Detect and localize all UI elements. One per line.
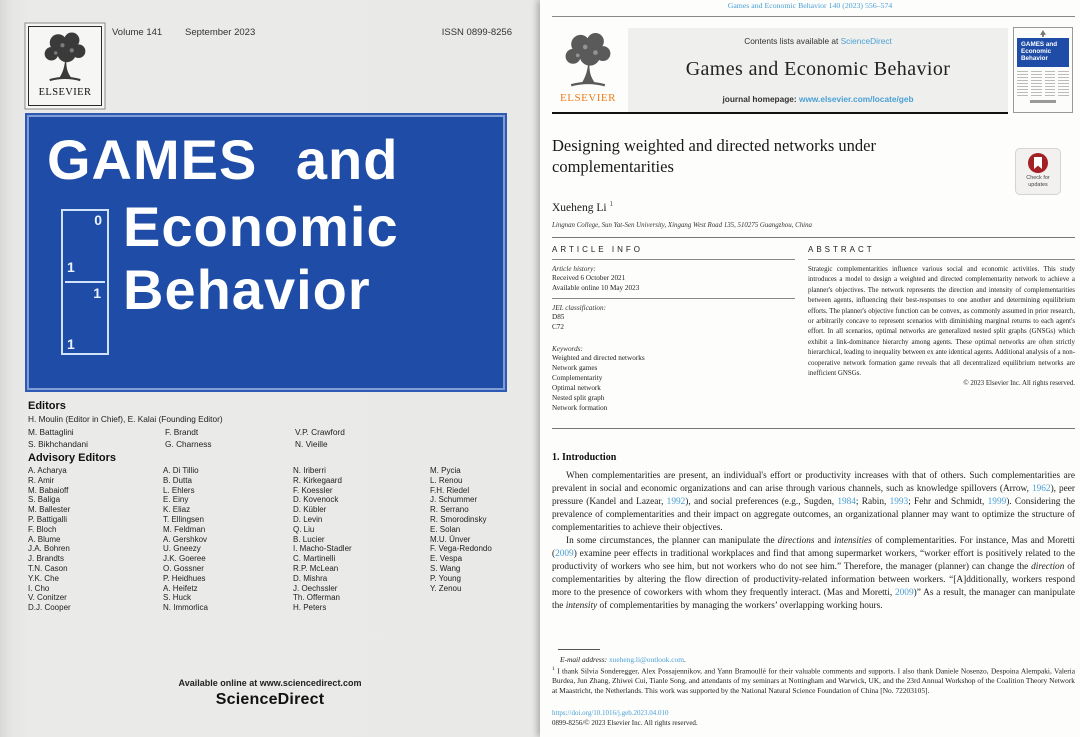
matrix-value: 1 [93,285,101,301]
running-head-citation[interactable]: Games and Economic Behavior 140 (2023) 556–574 [727,1,893,10]
elsevier-logo [28,26,102,106]
list-item: G. Charness [165,438,212,449]
journal-homepage-line [628,94,1008,104]
advisory-editors-heading: Advisory Editors [28,452,117,464]
list-item: N. Iriberri [293,466,326,475]
badge-label: Check for updates [1026,175,1050,188]
author-footnote-marker[interactable]: 1 [609,200,613,208]
homepage-url-link[interactable]: www.elsevier.com/locate/geb [799,94,914,104]
text-segment: directions [777,536,815,546]
list-item: M. Ballester [28,505,71,515]
list-item: F. Brandt [165,427,199,437]
list-item: R. Serrano [430,505,469,515]
author-name [552,200,613,214]
matrix-divider [65,281,105,283]
text-segment: )” As a result, the manager can manipulate the [552,588,1076,611]
text-segment: intensity [565,601,598,611]
homepage-label: journal homepage: [722,94,799,104]
list-item: R. Smorodinsky [430,514,487,524]
journal-title-line3: Behavior [123,258,371,321]
text-segment: E-mail address: [560,655,609,664]
list-item: K. Eliaz [163,505,191,515]
payoff-matrix-diagram [61,209,109,355]
list-item: J. Brandts [28,554,65,564]
divider-rule [552,428,1075,429]
list-item: Q. Liu [293,524,315,534]
list-item: A. Di Tillio [163,466,199,475]
footnote-marker: 1 [552,666,555,672]
list-item: Weighted and directed networks [552,354,645,362]
text-segment: ), peer pressure (Kandel and Lazear, [552,484,1075,507]
list-item: P. Battigalli [28,514,67,524]
inline-link[interactable]: 1962 [1031,484,1051,494]
doi-link[interactable]: https://doi.org/10.1016/j.geb.2023.04.010 [552,709,669,717]
thumb-text-column [1017,71,1028,97]
editors-column-3 [295,427,345,450]
list-item: M. Babaioff [28,485,69,495]
list-item: D. Kübler [293,505,327,515]
intro-paragraph-2 [552,535,1075,613]
abstract-copyright: © 2023 Elsevier Inc. All rights reserved. [963,380,1075,388]
thumb-title-line: Behavior [1021,55,1048,63]
list-item: Nested split graph [552,394,605,402]
list-item: L. Renou [430,475,463,485]
list-item: E. Vespa [430,554,463,564]
sciencedirect-link[interactable]: ScienceDirect [840,36,892,46]
available-online-text: Available online at www.sciencedirect.com [178,678,362,688]
advisory-column-3 [293,466,352,613]
list-item: J.A. Bohren [28,544,70,554]
footnote-rule [558,649,600,650]
thumb-footer-mark [1030,100,1056,103]
list-item: E. Einy [163,495,189,505]
list-item: C72 [552,323,564,331]
inline-link[interactable]: 2009 [555,549,574,559]
elsevier-tree-icon [39,30,91,86]
article-first-page [540,0,1080,737]
list-item: F. Koessler [293,485,333,495]
text-segment: of complementarities by managing the workers’ overlapping working hours. [597,601,883,611]
thumb-text-column [1031,71,1042,97]
journal-title-line2: Economic [123,195,399,258]
list-item: Network formation [552,404,608,412]
inline-link[interactable]: 1993 [889,497,909,507]
sciencedirect-logo: ScienceDirect [215,691,325,708]
list-item: I. Cho [28,583,50,593]
footnote-text: I thank Silvia Sonderegger, Alex Possajennikov, and Yann Bramoullé for their valuable comments and supports. I also thank Daniele Nosenzo, Despoina Alempaki, Valeria Burdea, Jun Zhang, Zhiwei Cui, Tianle Song, and attendants of my seminars at Nottingham and Warwick, UK, and the 23rd Annual Workshop of the Coalition Theory Network at Maastricht, the Netherlands. This work was supported by the National Natural Science Foundation of China [No. 72203105]. [552,666,1075,695]
thumb-title-line: GAMES and [1021,41,1058,48]
text-segment: When complementarities are present, an individual's effort or productivity increases with that of others. Such complementarities are prevalent in social and economic organizations and can arise through various channels, such as knowledge spillovers (Arrow, [552,471,1075,494]
list-item: J. Oechssler [293,583,338,593]
list-item: A. Acharya [28,466,67,475]
list-item: Received 6 October 2021 [552,274,626,282]
article-info-heading: ARTICLE INFO [552,245,643,254]
elsevier-tree-icon [560,30,616,92]
list-item: M. Battaglini [28,427,74,437]
thumb-title-line: Economic [1021,48,1052,56]
section-1-heading: 1. Introduction [552,452,617,463]
text-segment: direction [1031,562,1065,572]
list-item: V. Conitzer [28,593,67,603]
list-item: S. Bikhchandani [28,438,88,449]
matrix-value: 0 [94,212,102,228]
list-item: V.P. Crawford [295,427,345,437]
text-segment: intensities [834,536,872,546]
introduction-body [552,470,1075,613]
list-item: Y. Zenou [430,583,462,593]
advisory-column-4 [430,466,492,593]
list-item: M. Pycia [430,466,461,475]
list-item: R.P. McLean [293,563,339,573]
email-address-line [560,655,1075,664]
list-item: S. Wang [430,563,461,573]
list-item: D. Kovenock [293,495,339,505]
list-item: A. Blume [28,534,61,544]
list-item: F.H. Riedel [430,485,470,495]
list-item: I. Macho-Stadler [293,544,352,554]
list-item: M.U. Ünver [430,534,471,544]
article-history-label: Article history: [552,265,596,273]
elsevier-wordmark: ELSEVIER [560,92,616,104]
list-item: L. Ehlers [163,485,195,495]
mini-tree-icon [1040,30,1046,37]
text-segment: of complementarities. For instance, Mas and Moretti ( [552,536,1075,559]
list-item: Y.K. Che [28,573,59,583]
list-item: N. Vieille [295,438,328,449]
cover-date: September 2023 [185,27,256,38]
list-item: T.N. Cason [28,563,68,573]
article-title: Designing weighted and directed networks under complementarities [552,136,876,176]
contents-lists-line [628,36,1008,46]
list-item: B. Dutta [163,475,192,485]
thumb-text-column [1058,71,1069,97]
article-info-column [552,245,795,417]
list-item: Optimal network [552,384,601,392]
text-segment: ; Fehr and Schmidt, [908,497,988,507]
text-segment: . [683,655,686,664]
crossmark-icon [1028,153,1048,173]
journal-title-banner [25,113,507,392]
text-segment: ), and social preferences (e.g., Sugden, [685,497,838,507]
list-item: F. Bloch [28,524,57,534]
inline-link[interactable]: 1992 [666,497,686,507]
abstract-text: Strategic complementarities influence various social and economic activities. This study introduces a model to design a weighted and directed complementarity network to achieve a planner's objectives. The network represents the direction and intensity of complementarities between agents, influencing their best-responses to one another and determining equilibrium efforts. The planner's objective function can be convex, as commonly assumed in prior research, or arbitrarily concave to represent scenarios with diminishing marginal returns to each agent's effort. In all scenarios, optimal networks are generalized nested split graphs (GNSGs) which exhibit a link-dominance hierarchy among agents. These optimal networks are often strictly hierarchical, leading to inequality between ex ante identical agents. Additional analysis of a non-cooperative network formation game reveals that all decentralized equilibrium networks are inefficient GNSGs. [808,266,1075,378]
list-item: P. Young [430,573,462,583]
journal-cover-thumbnail [1013,27,1073,113]
journal-header-box [628,28,1008,112]
elsevier-logo-header [552,30,624,110]
list-item: S. Baliga [28,495,61,505]
journal-title-line1: GAMES and [47,128,399,191]
list-item: Complementarity [552,374,603,382]
list-item: D.J. Cooper [28,603,71,613]
jel-label: JEL classification: [552,304,606,312]
list-item: T. Ellingsen [163,514,204,524]
list-item: U. Gneezy [163,544,201,554]
list-item: J. Schummer [430,495,478,505]
list-item: H. Peters [293,603,327,613]
list-item: M. Feldman [163,524,206,534]
acknowledgements-footnote [552,665,1075,695]
author-affiliation: Lingnan College, Sun Yat-Sen University, Xingang West Road 135, 510275 Guangzhou, China [552,222,812,229]
journal-name: Games and Economic Behavior [685,58,951,80]
list-item: D. Mishra [293,573,328,583]
list-item: S. Huck [163,593,192,603]
text-segment: and [814,536,835,546]
list-item: Available online 10 May 2023 [552,284,640,292]
thumb-text-column [1045,71,1056,97]
text-segment: of complementarities by altering the flow direction of productivity-related information between workers. “[A]dditionally, workers respond more to the presence of coworkers with whom they frequently interact. (Mas and Moretti, [552,562,1075,598]
author-text: Xueheng Li [552,201,607,214]
inline-link[interactable]: 1999 [987,497,1007,507]
text-segment: ; Rabin, [855,497,890,507]
elsevier-wordmark: ELSEVIER [38,87,92,98]
list-item: R. Amir [28,475,55,485]
list-item: E. Solan [430,524,461,534]
abstract-column [808,245,1075,387]
editors-heading: Editors [28,400,66,412]
list-item: C. Martinelli [293,554,336,564]
header-rule [552,16,1075,17]
intro-paragraph-1 [552,470,1075,535]
list-item: O. Gossner [163,563,204,573]
editors-column-2 [165,427,212,450]
list-item: R. Kirkegaard [293,475,342,485]
advisory-column-1 [28,466,71,613]
cover-issn: ISSN 0899-8256 [441,27,512,38]
matrix-value: 1 [67,259,75,275]
keywords-list [552,353,795,413]
text-segment: In some circumstances, the planner can manipulate the [566,536,778,546]
abstract-heading: ABSTRACT [808,245,875,254]
thumbnail-title-box [1017,38,1069,67]
list-item: A. Heifetz [163,583,198,593]
matrix-value: 1 [67,336,75,352]
text-segment: ) examine peer effects in traditional workplaces and find that among supermarket workers, “worker effort is positively related to the productivity of workers who see him, but not workers who do not see him.” Therefore, the manager (planner) can change the [552,549,1075,572]
editors-column-1 [28,427,88,450]
editors-in-chief: H. Moulin (Editor in Chief), E. Kalai (Founding Editor) [28,414,223,424]
list-item: J.K. Goeree [163,554,206,564]
inline-link[interactable]: 2009 [895,588,914,598]
inline-link[interactable]: xueheng.li@outlook.com [609,655,684,664]
list-item: Network games [552,364,598,372]
list-item: N. Immorlica [163,603,208,613]
list-item: Th. Offerman [293,593,340,603]
cover-volume: Volume 141 [112,27,163,38]
article-history-list [552,273,795,293]
issn-copyright-line: 0899-8256/© 2023 Elsevier Inc. All rights reserved. [552,719,698,727]
check-for-updates-badge[interactable] [1015,148,1061,195]
list-item: F. Vega-Redondo [430,544,492,554]
contents-prefix: Contents lists available at [744,36,841,46]
list-item: A. Gershkov [163,534,208,544]
list-item: D85 [552,313,565,321]
jel-list [552,312,795,332]
header-thick-rule [552,112,1008,114]
list-item: B. Lucier [293,534,325,544]
advisory-column-2 [163,466,208,613]
list-item: P. Heidhues [163,573,206,583]
text-segment: ). Considering the prevalence of complementarities and their impact on aggregate outcomes, an organizational planner may want to optimize the structure of complementarities to achieve their objectives. [552,497,1076,533]
divider-rule [552,237,1075,238]
list-item: D. Levin [293,514,323,524]
keywords-label: Keywords: [552,345,583,353]
inline-link[interactable]: 1984 [837,497,856,507]
